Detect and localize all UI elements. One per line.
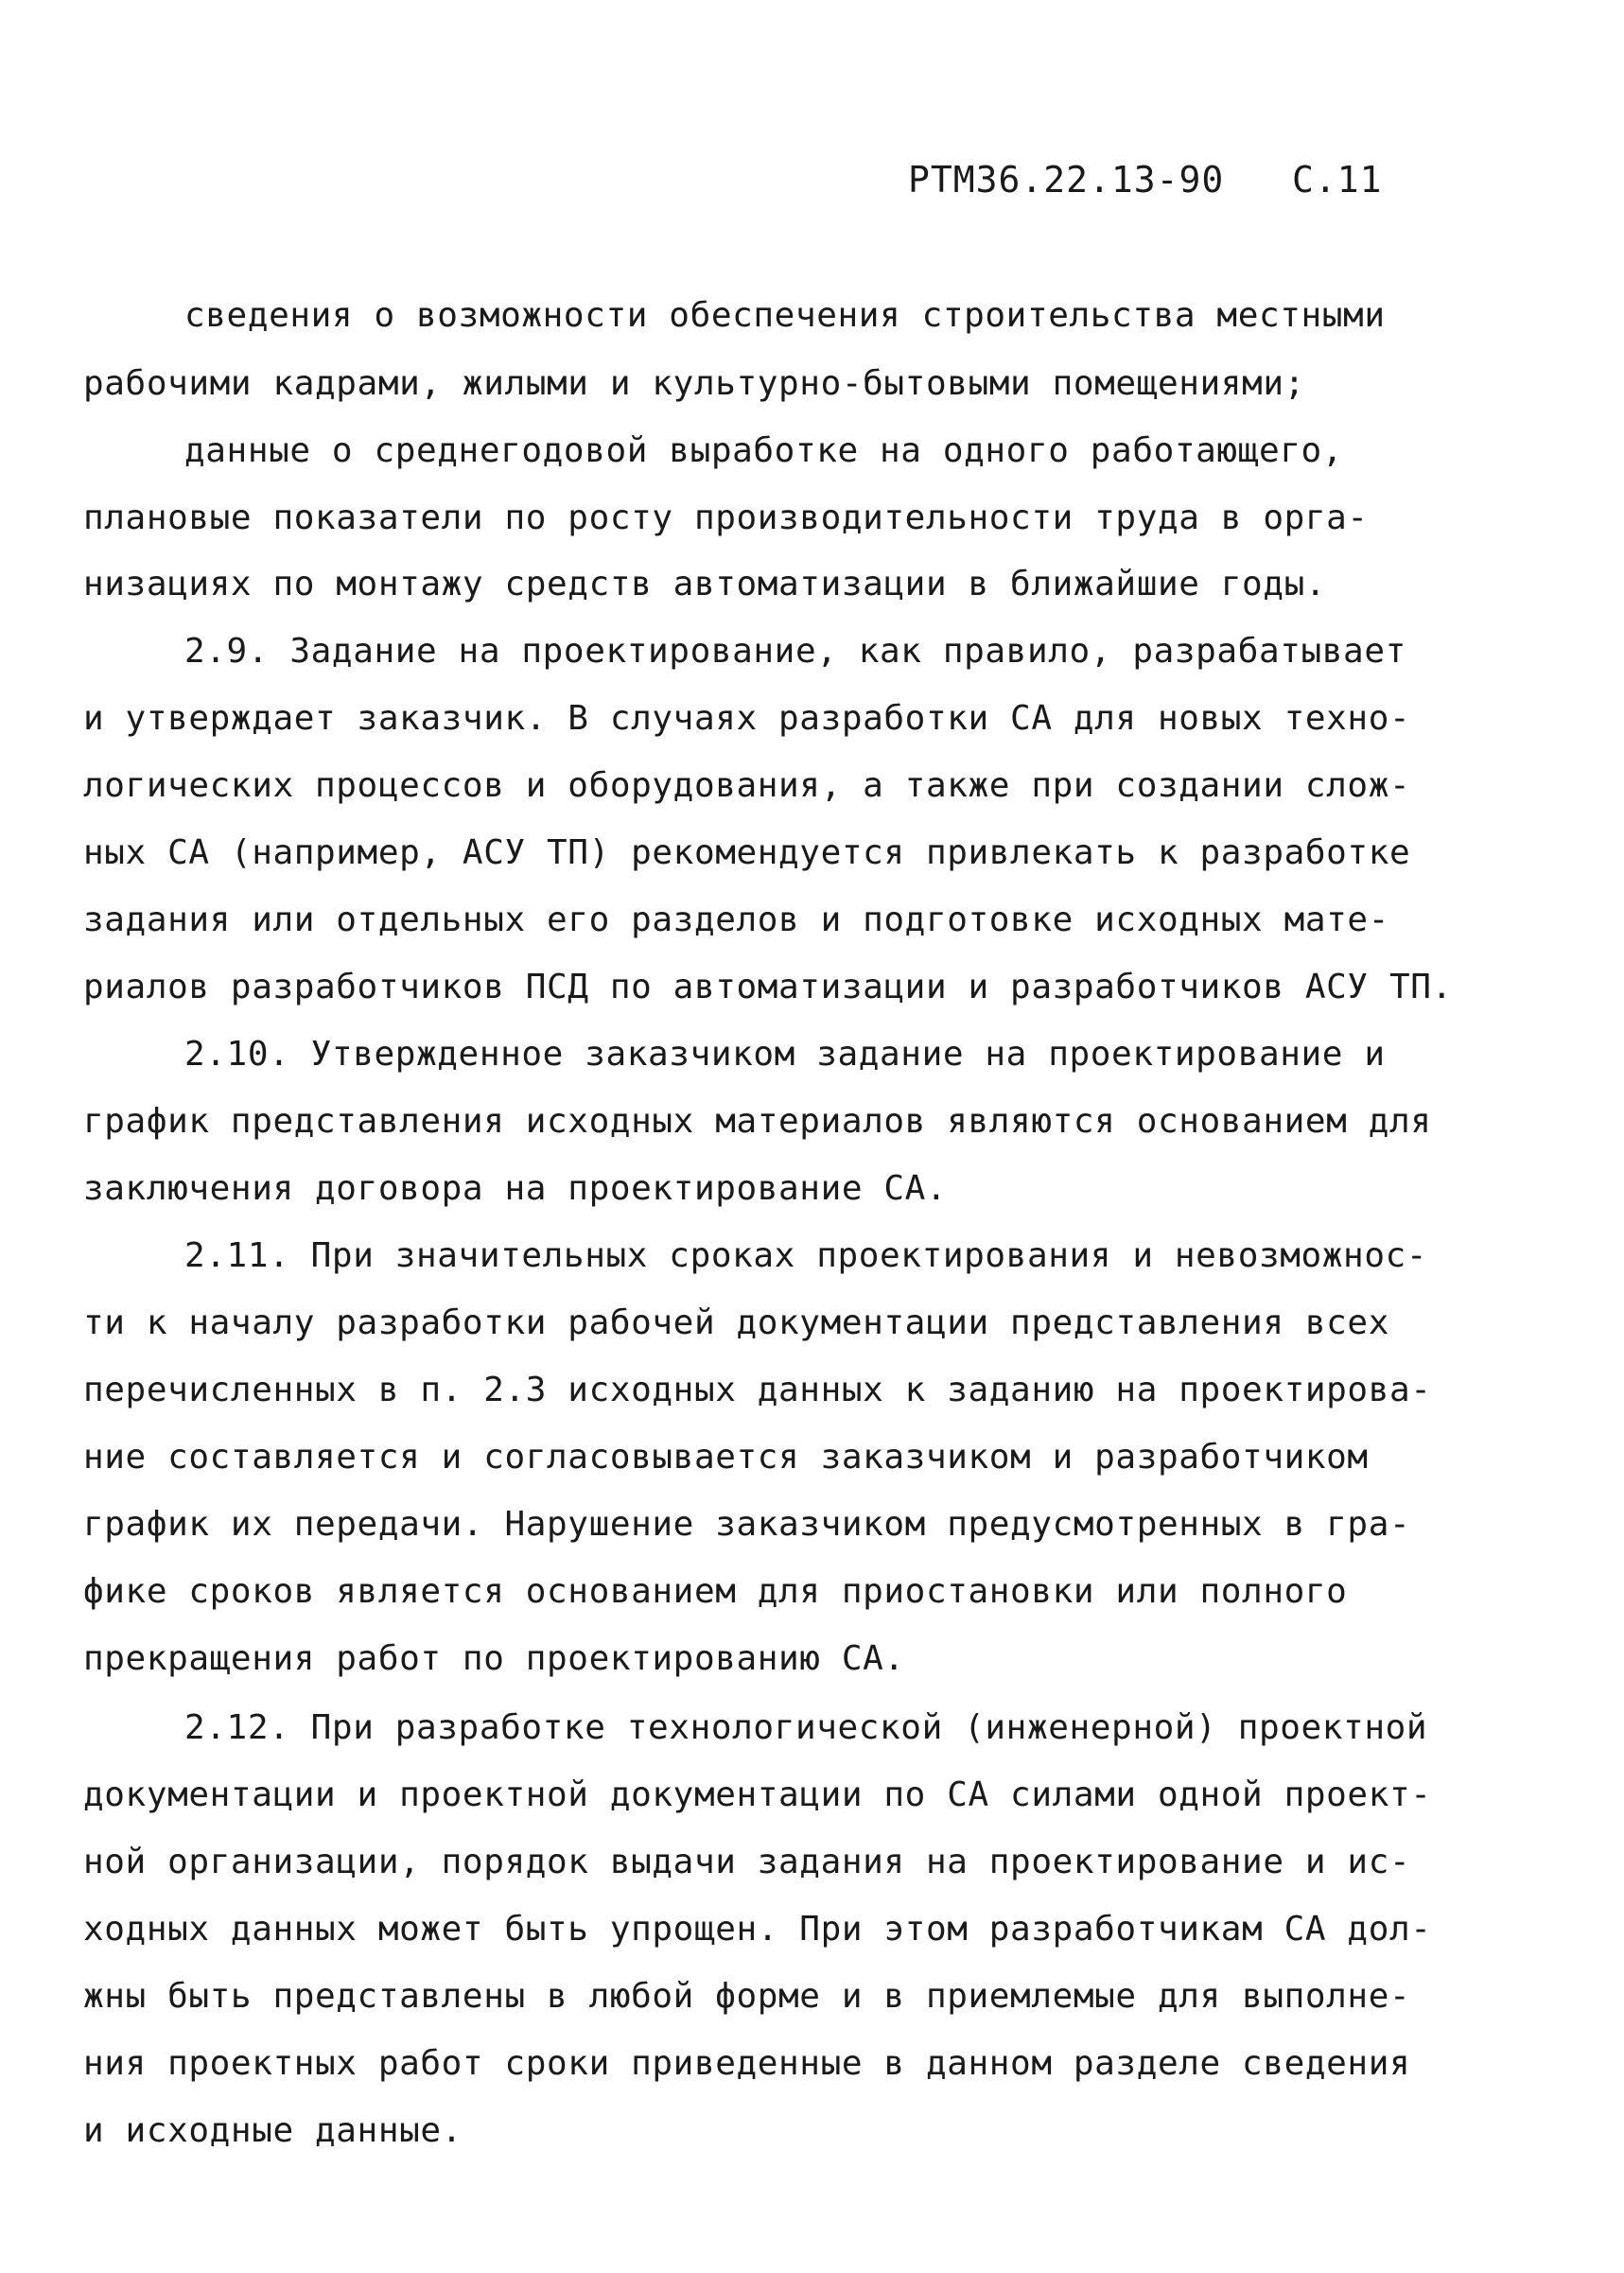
text-line: жны быть представлены в любой форме и в приемлемые для выполне- xyxy=(83,1977,1411,2016)
text-line: низациях по монтажу средств автоматизации в ближайшие годы. xyxy=(83,565,1327,603)
text-line: плановые показатели по росту производительности труда в орга- xyxy=(83,498,1369,537)
text-line: ходных данных может быть упрощен. При этом разработчикам СА дол- xyxy=(83,1910,1432,1949)
text-line: график их передачи. Нарушение заказчиком предусмотренных в гра- xyxy=(83,1505,1411,1544)
text-line: заключения договора на проектирование СА. xyxy=(83,1169,948,1208)
page-header xyxy=(908,159,1382,201)
text-line: риалов разработчиков ПСД по автоматизации и разработчиков АСУ ТП. xyxy=(83,968,1453,1006)
text-line: 2.10. Утвержденное заказчиком задание на проектирование и xyxy=(184,1035,1386,1074)
text-line: и исходные данные. xyxy=(83,2111,463,2150)
text-line: ния проектных работ сроки приведенные в данном разделе сведения xyxy=(83,2044,1411,2083)
text-line: ных СА (например, АСУ ТП) рекомендуется привлекать к разработке xyxy=(83,833,1411,872)
text-line: 2.11. При значительных сроках проектирования и невозможнос- xyxy=(184,1236,1428,1275)
text-line: прекращения работ по проектированию СА. xyxy=(83,1639,905,1678)
text-line: рабочими кадрами, жилыми и культурно-бытовыми помещениями; xyxy=(83,364,1305,403)
text-line: 2.12. При разработке технологической (инженерной) проектной xyxy=(184,1708,1428,1747)
text-line: фике сроков является основанием для приостановки или полного xyxy=(83,1572,1348,1611)
document-code: РТМ36.22.13-90 xyxy=(908,159,1225,201)
text-line: ние составляется и согласовывается заказчиком и разработчиком xyxy=(83,1438,1369,1477)
text-line: документации и проектной документации по СА силами одной проект- xyxy=(83,1775,1432,1814)
text-line: задания или отдельных его разделов и подготовке исходных мате- xyxy=(83,900,1389,939)
text-line: 2.9. Задание на проектирование, как правило, разрабатывает xyxy=(184,632,1406,671)
text-line: перечисленных в п. 2.3 исходных данных к заданию на проектирова- xyxy=(83,1371,1432,1409)
text-line: график представления исходных материалов являются основанием для xyxy=(83,1102,1432,1141)
text-line: данные о среднегодовой выработке на одного работающего, xyxy=(184,431,1344,470)
page-number: С.11 xyxy=(1291,159,1383,201)
text-line: и утверждает заказчик. В случаях разработки СА для новых техно- xyxy=(83,699,1411,738)
text-line: ной организации, порядок выдачи задания на проектирование и ис- xyxy=(83,1843,1411,1881)
text-line: логических процессов и оборудования, а также при создании слож- xyxy=(83,766,1411,805)
text-line: ти к началу разработки рабочей документации представления всех xyxy=(83,1303,1389,1342)
text-line: сведения о возможности обеспечения строительства местными xyxy=(184,296,1386,335)
